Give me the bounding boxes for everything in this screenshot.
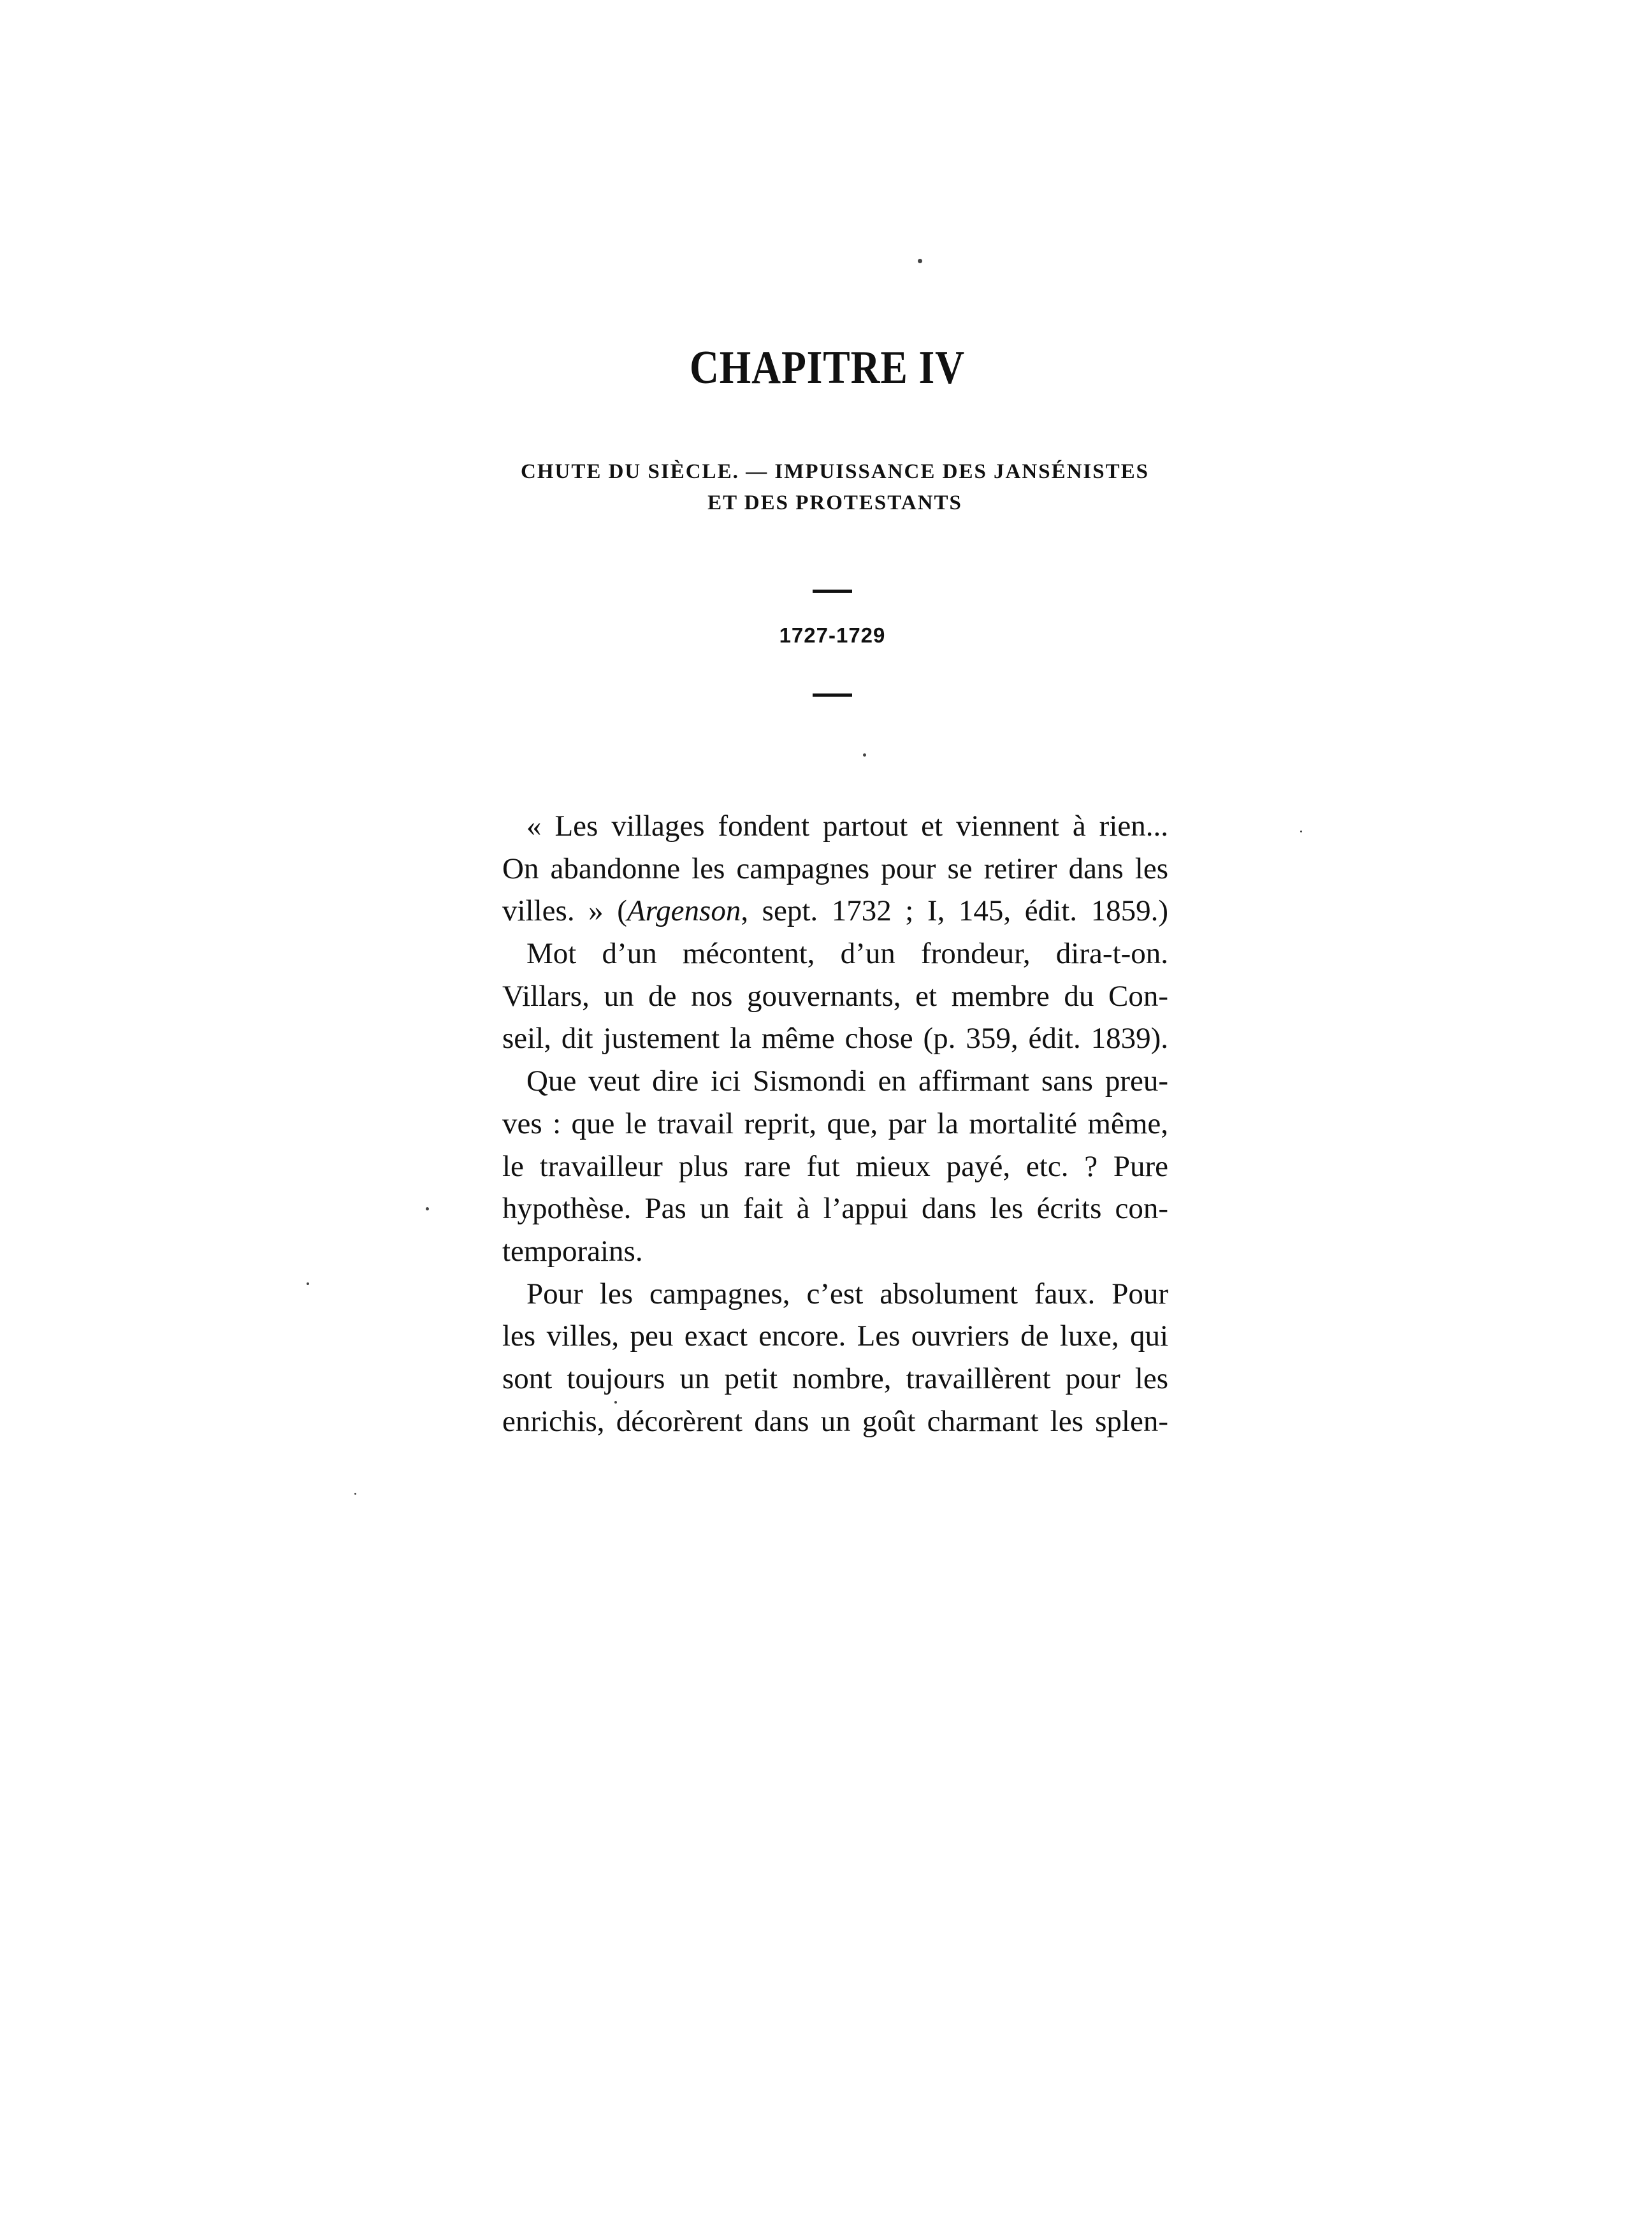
text-line: ves : que le travail reprit, que, par la mortalité même, xyxy=(502,1107,1168,1140)
text-line: hypothèse. Pas un fait à l’appui dans les écrits con- xyxy=(502,1192,1168,1226)
scan-speck xyxy=(614,1401,617,1404)
scan-speck xyxy=(307,1282,309,1285)
text-line: enrichis, décorèrent dans un goût charmant les splen- xyxy=(502,1404,1168,1438)
scan-speck xyxy=(426,1207,429,1210)
scan-speck xyxy=(863,753,866,757)
scan-speck xyxy=(918,259,922,263)
text-line: On abandonne les campagnes pour se retirer dans les xyxy=(502,852,1168,885)
citation-author: Argenson xyxy=(627,894,741,928)
text-line: Mot d’un mécontent, d’un frondeur, dira-t-on. xyxy=(526,937,1168,971)
text-line: « Les villages fondent partout et viennent à rien... xyxy=(526,809,1168,843)
top-rule xyxy=(813,590,852,593)
chapter-title: CHAPITRE IV xyxy=(689,342,965,394)
text-line: Villars, un de nos gouvernants, et membre du Con- xyxy=(502,979,1168,1013)
body-text xyxy=(502,805,1168,1442)
text-line: le travailleur plus rare fut mieux payé, etc. ? Pure xyxy=(502,1149,1168,1183)
text-fragment: villes. » ( xyxy=(502,894,627,928)
chapter-subtitle-line-2: ET DES PROTESTANTS xyxy=(707,491,962,514)
scan-speck xyxy=(1300,831,1302,832)
text-line: seil, dit justement la même chose (p. 359, édit. 1839). xyxy=(502,1022,1168,1056)
text-line: sont toujours un petit nombre, travaillèrent pour les xyxy=(502,1361,1168,1395)
text-line-citation xyxy=(502,890,1168,933)
scan-speck xyxy=(354,1493,356,1495)
text-line: les villes, peu exact encore. Les ouvriers de luxe, qui xyxy=(502,1319,1168,1353)
text-line: Pour les campagnes, c’est absolument faux. Pour xyxy=(526,1277,1168,1310)
chapter-subtitle-line-1: CHUTE DU SIÈCLE. — IMPUISSANCE DES JANSÉNISTES xyxy=(521,460,1149,483)
bottom-rule xyxy=(813,693,852,697)
chapter-dates: 1727-1729 xyxy=(779,623,886,647)
text-line: temporains. xyxy=(502,1234,643,1268)
text-line: Que veut dire ici Sismondi en affirmant sans preu- xyxy=(526,1064,1168,1098)
text-fragment: , sept. 1732 ; I, 145, édit. 1859.) xyxy=(741,894,1168,928)
